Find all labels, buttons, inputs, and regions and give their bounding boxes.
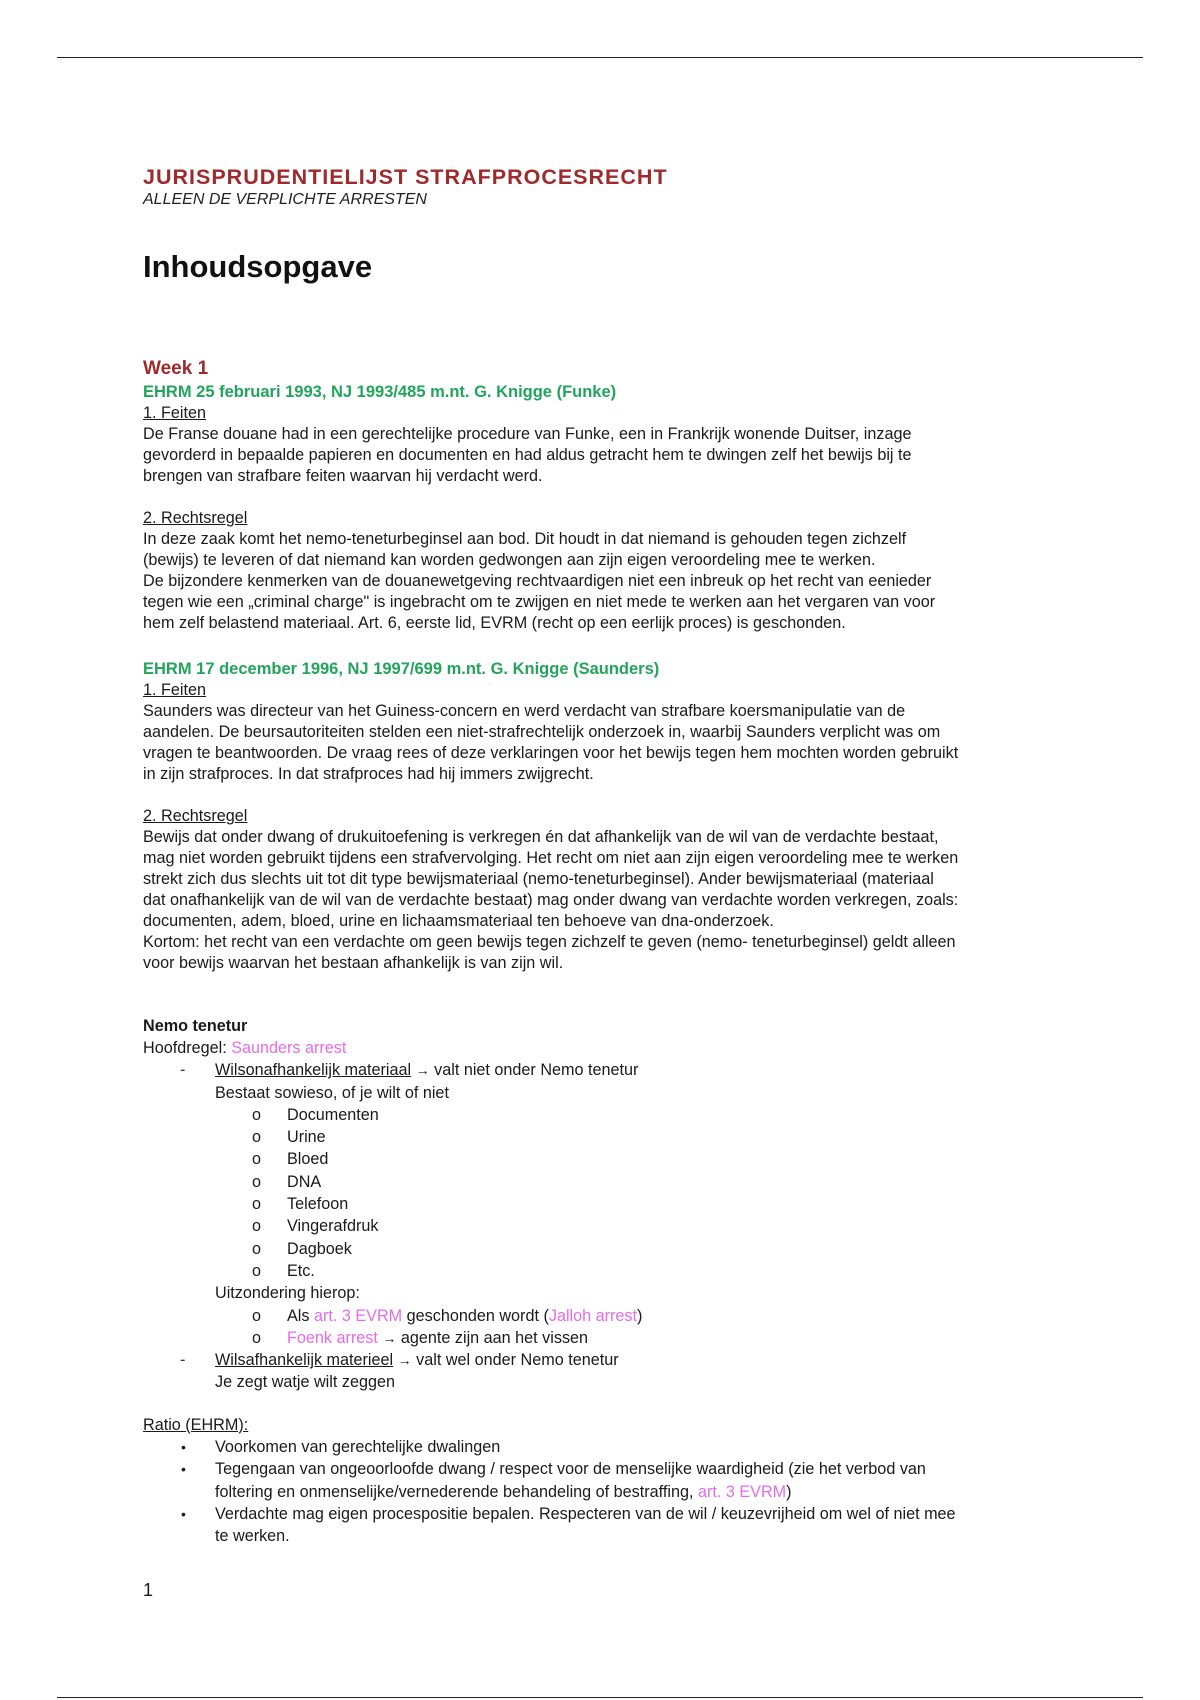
week-heading: Week 1	[143, 358, 209, 379]
circle-marker: o	[252, 1306, 262, 1325]
exception-item	[143, 1305, 1063, 1327]
hoofdregel-label: Hoofdregel:	[143, 1039, 227, 1057]
rule-paragraph	[143, 529, 1063, 634]
ratio-bullet	[143, 1503, 1063, 1548]
example-item	[143, 1238, 1063, 1260]
text-line: dat onafhankelijk van de wil van de verdachte bestaat) mag onder dwang van verdachte worden verkregen, zoals:	[143, 891, 959, 909]
exception-item	[143, 1327, 1063, 1349]
rule-paragraph	[143, 827, 1063, 974]
text-line: In deze zaak komt het nemo-teneturbeginsel aan bod. Dit houdt in dat niemand is gehouden tegen zichzelf	[143, 530, 907, 548]
nemo-heading: Nemo tenetur	[143, 1017, 248, 1035]
circle-marker: o	[252, 1195, 262, 1214]
arrow-icon: →	[397, 1352, 412, 1369]
circle-marker: o	[252, 1217, 262, 1236]
bullet-marker: •	[181, 1439, 186, 1456]
circle-marker: o	[252, 1128, 262, 1147]
bullet-text: Tegengaan van ongeoorloofde dwang / respect voor de menselijke waardigheid (zie het verbod van	[215, 1460, 926, 1479]
example-text: Bloed	[287, 1150, 329, 1169]
exception-label: Uitzondering hierop:	[215, 1284, 360, 1303]
foenk-link[interactable]: Foenk arrest	[287, 1328, 378, 1347]
text-line: voor bewijs waarvan het bestaan afhankelijk is van zijn wil.	[143, 954, 564, 972]
bullet-text: Verdachte mag eigen procespositie bepalen. Respecteren van de wil / keuzevrijheid om wel of niet mee	[215, 1504, 956, 1523]
example-item	[143, 1193, 1063, 1215]
example-item	[143, 1126, 1063, 1148]
example-text: Etc.	[287, 1261, 315, 1280]
text-line: (bewijs) te leveren of dat niemand kan worden gedwongen aan zijn eigen veroordeling mee te werken.	[143, 551, 876, 569]
example-item	[143, 1148, 1063, 1170]
circle-marker: o	[252, 1172, 262, 1191]
page-number: 1	[143, 1580, 154, 1600]
arrow-icon: →	[415, 1062, 430, 1079]
exception-text: geschonden wordt (	[406, 1306, 549, 1325]
case-heading-funke: EHRM 25 februari 1993, NJ 1993/485 m.nt. G. Knigge (Funke)	[143, 383, 617, 401]
bullet-marker: •	[181, 1505, 186, 1522]
text-line: documenten, adem, bloed, urine en lichaamsmateriaal ten behoeve van dna-onderzoek.	[143, 912, 774, 930]
item-label: Wilsonafhankelijk materiaal	[215, 1061, 412, 1080]
bullet-marker: •	[181, 1461, 186, 1478]
exception-text: agente zijn aan het vissen	[400, 1328, 589, 1347]
facts-paragraph	[143, 424, 1063, 487]
bullet-text: te werken.	[215, 1527, 290, 1546]
circle-marker: o	[252, 1150, 262, 1169]
text-line: Bewijs dat onder dwang of drukuitoefening is verkregen én dat afhankelijk van de wil van de verdachte bestaat,	[143, 828, 939, 846]
document-title: JURISPRUDENTIELIJST STRAFPROCESRECHT	[143, 165, 668, 189]
evrm-link[interactable]: art. 3 EVRM	[697, 1482, 787, 1501]
text-line: De bijzondere kenmerken van de douanewetgeving rechtvaardigen niet een inbreuk op het recht van eenieder	[143, 572, 932, 590]
example-text: DNA	[287, 1172, 322, 1191]
ratio-label: Ratio (EHRM):	[143, 1415, 249, 1434]
example-text: Vingerafdruk	[287, 1217, 379, 1236]
case-heading-saunders: EHRM 17 december 1996, NJ 1997/699 m.nt. G. Knigge (Saunders)	[143, 660, 660, 678]
rule-label: 2. Rechtsregel	[143, 807, 248, 825]
circle-marker: o	[252, 1328, 262, 1347]
ratio-bullet	[143, 1436, 1063, 1458]
text-line: aandelen. De beursautoriteiten stelden een niet-strafrechtelijk onderzoek in, waarbij Saunders verplicht was om	[143, 723, 941, 741]
text-line: mag niet worden gebruikt tijdens een strafvervolging. Het recht om niet aan zijn eigen veroordeling mee te werken	[143, 849, 959, 867]
exception-text: Als	[287, 1306, 310, 1325]
example-item	[143, 1215, 1063, 1237]
example-item	[143, 1260, 1063, 1282]
example-item	[143, 1104, 1063, 1126]
list-item	[143, 1349, 1063, 1371]
bullet-text-line	[215, 1481, 1063, 1503]
jalloh-link[interactable]: Jalloh arrest	[548, 1306, 638, 1325]
item-subtext: Je zegt watje wilt zeggen	[215, 1373, 395, 1392]
facts-paragraph	[143, 701, 1063, 785]
text-line: Saunders was directeur van het Guiness-concern en werd verdacht van strafbare koersmanipulatie van de	[143, 702, 906, 720]
bullet-text: Voorkomen van gerechtelijke dwalingen	[215, 1438, 501, 1457]
hoofdregel-line	[143, 1037, 1063, 1059]
bottom-rule	[57, 1697, 1143, 1698]
text-line: in zijn strafproces. In dat strafproces had hij immers zwijgrecht.	[143, 765, 594, 783]
text-line: strekt zich dus slechts uit tot dit type bewijsmateriaal (nemo-teneturbeginsel). Ander bewijsmateriaal (materiaal	[143, 870, 934, 888]
text-line: Kortom: het recht van een verdachte om geen bewijs tegen zichzelf te geven (nemo- teneturbeginsel) geldt alleen	[143, 933, 956, 951]
arrow-icon: →	[382, 1329, 397, 1346]
saunders-link[interactable]: Saunders arrest	[231, 1039, 347, 1057]
document-page	[143, 164, 1063, 1548]
bullet-text: foltering en onmenselijke/vernederende behandeling of bestraffing,	[215, 1482, 694, 1501]
evrm-link[interactable]: art. 3 EVRM	[314, 1306, 403, 1325]
toc-heading: Inhoudsopgave	[143, 249, 373, 284]
ratio-bullet	[143, 1458, 1063, 1503]
example-text: Telefoon	[287, 1195, 349, 1214]
item-subtext: Bestaat sowieso, of je wilt of niet	[215, 1083, 449, 1102]
circle-marker: o	[252, 1239, 262, 1258]
text-line: brengen van strafbare feiten waarvan hij verdacht werd.	[143, 467, 543, 485]
example-text: Documenten	[287, 1105, 379, 1124]
item-text: valt niet onder Nemo tenetur	[434, 1061, 639, 1080]
text-line: tegen wie een „criminal charge" is ingebracht om te zwijgen en niet mede te werken aan het vergaren van voor	[143, 593, 936, 611]
example-text: Dagboek	[287, 1239, 352, 1258]
example-text: Urine	[287, 1128, 326, 1147]
text-line: vragen te beantwoorden. De vraag rees of deze verklaringen voor het bewijs tegen hem mochten worden gebruikt	[143, 744, 959, 762]
list-item	[143, 1059, 1063, 1081]
bullet-text: )	[786, 1482, 792, 1501]
top-rule	[57, 57, 1143, 58]
facts-label: 1. Feiten	[143, 681, 206, 699]
circle-marker: o	[252, 1105, 262, 1124]
text-line: De Franse douane had in een gerechtelijke procedure van Funke, een in Frankrijk wonende Duitser, inzage	[143, 425, 912, 443]
item-text: valt wel onder Nemo tenetur	[416, 1351, 619, 1370]
document-subtitle: ALLEEN DE VERPLICHTE ARRESTEN	[143, 191, 427, 208]
item-label: Wilsafhankelijk materieel	[215, 1351, 394, 1370]
text-line: gevorderd in bepaalde papieren en documenten en had aldus getracht hem te dwingen zelf het bewijs bij te	[143, 446, 912, 464]
dash-marker: -	[180, 1061, 186, 1080]
text-line: hem zelf belastend materiaal. Art. 6, eerste lid, EVRM (recht op een eerlijk proces) is geschonden.	[143, 614, 846, 632]
dash-marker: -	[180, 1351, 186, 1370]
facts-label: 1. Feiten	[143, 404, 206, 422]
example-item	[143, 1171, 1063, 1193]
circle-marker: o	[252, 1261, 262, 1280]
exception-text: )	[637, 1306, 643, 1325]
rule-label: 2. Rechtsregel	[143, 509, 248, 527]
